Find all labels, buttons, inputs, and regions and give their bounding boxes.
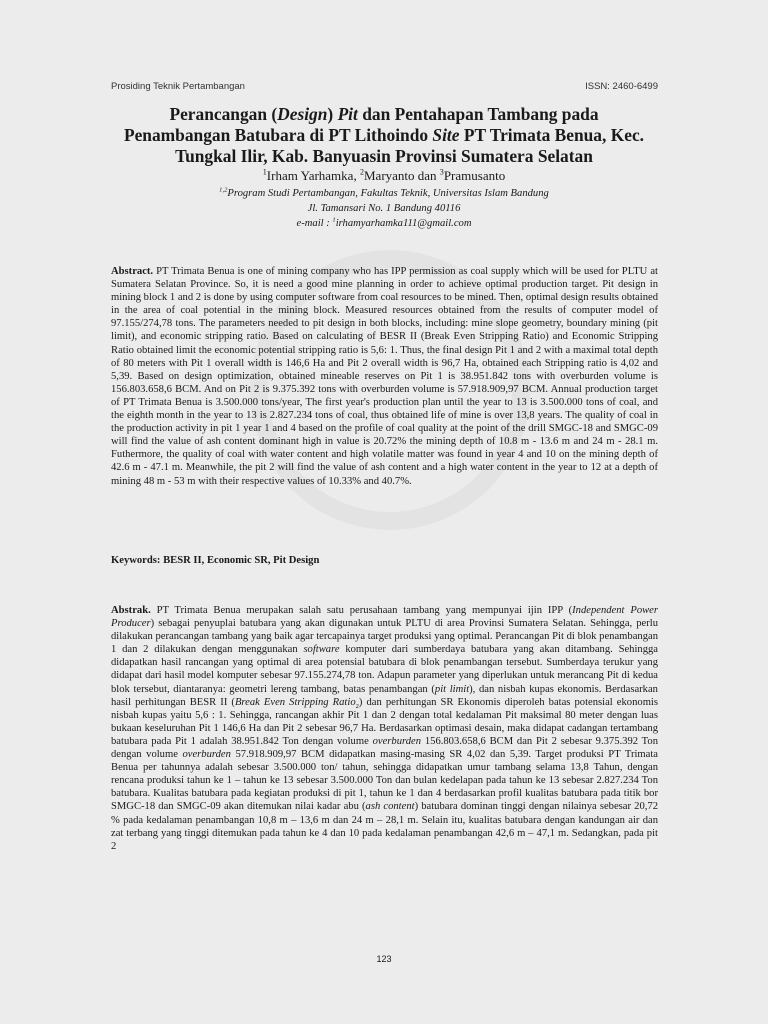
keywords: Keywords: BESR II, Economic SR, Pit Design xyxy=(111,555,320,566)
affiliation xyxy=(0,186,768,231)
abstract-indonesian: Abstrak. PT Trimata Benua merupakan salah satu perusahaan tambang yang mempunyai ijin IPP (Independent Power Producer) sebagai penyuplai batubara yang akan digunakan untuk PLTU di area Provinsi Sumatera Selatan. Sehingga, perlu dilakukan perancangan tambang yang baik agar tercapainya target produksi yang optimal. Perancangan Pit di blok penambangan 1 dan 2 dilakukan dengan menggunakan software komputer dari sumberdaya batubara yang akan ditambang. Sehingga didapatkan hasil rancangan yang optimal di area potensial batubara di blok penambangan tersebut. Sumberdaya terukur yang didapat dari hasil model komputer sebesar 97.155.274,78 ton. Adapun parameter yang diperlukan untuk merancang Pit di kedua blok tersebut, diantaranya: geometri lereng tambang, batas penambangan (pit limit), dan nisbah kupas ekonomis. Berdasarkan hasil perhitungan BESR II (Break Even Stripping Ratio$_2$) dan perhitungan SR Ekonomis diperoleh batas potensial ekonomis nisbah kupas yaitu 5,6 : 1. Sehingga, rancangan akhir Pit 1 dan 2 dengan total kedalaman Pit maksimal 80 meter dengan luas bukaan keseluruhan Pit 1 146,6 Ha dan Pit 2 sebesar 96,7 Ha. Berdasarkan optimasi desain, maka didapat cadangan tertambang batubara pada Pit 1 adalah 38.951.842 Ton dengan volume overburden 156.803.658,6 BCM dan Pit 2 sebesar 9.375.392 Ton dengan volume overburden 57.918.909,97 BCM didapatkan masing-masing SR 4,02 dan 5,39. Target produksi PT Trimata Benua per tahunnya adalah sebesar 3.500.000 ton/ tahun, sehingga didapatkan umur tambang selama 13,8 Tahun, dengan rencana produksi tahun ke 1 – tahun ke 13 sebesar 3.500.000 Ton dan bulan kedelapan pada tahun ke 13 sebesar 2.827.234 Ton batubara. Kualitas batubara pada kegiatan produksi di pit 1, tahun ke 1 dan 4 berdasarkan profil kualitas batubara pada titik bor SMGC-18 dan SMGC-09 akan ditemukan nilai kadar abu (ash content) batubara dominan tinggi dengan nilainya sebesar 20,72 % pada kedalaman penambangan 10,8 m – 13,6 m dan 24 m – 28,1 m. Selain itu, kualitas batubara dengan kandungan air dan zat terbang yang tinggi ditemukan pada tahun ke 4 dan 10 pada kedalaman penambangan 42,6 m – 47,1 m. Sedangkan, pada pit 2 xyxy=(111,605,659,852)
running-header xyxy=(111,81,658,92)
abstract-text: PT Trimata Benua is one of mining company who has IPP permission as coal supply which will be used for PLTU at Sumatera Selatan Province. So, it is need a good mine planning in order to achieve optimal production target. Pit design in mining block 1 and 2 is done by using computer software from coal resources to be mined. Then, optimal design results obtained in the area of coal potential in the mining block. Measured resources obtained from the results of computer model of 97.155/274,78 tons. The parameters needed to pit design in both blocks, including: mine slope geometry, boundary mining (pit limit), and economic stripping ratio. Based on calculating of BESR II (Break Even Stripping Ratio) and Economic Stripping Ratio obtained limit the economic potential stripping ratio is 5,6: 1. Thus, the final design Pit 1 and 2 with a maximal total depth of 80 meters with Pit 1 overall width is 146,6 Ha and Pit 2 overall width is 96,7 Ha, obtained each Stripping ratio is 4,02 and 5,39. Based on design optimization, obtained mineable reserves on Pit 1 is 38.951.842 tons with overburden volume is 156.803.658,6 BCM. And on Pit 2 is 9.375.392 tons with overburden volume is 57.918.909,97 BCM. Annual production target of PT Trimata Benua is 3.500.000 tons/year, The first year's production plan until the year to 13 is 3.500.000 tons of coal, and the eighth month in the year to 13 is 2.827.234 tons of coal, thus obtained life of mine is over 13,8 years. The quality of coal in the production activity in pit 1 year 1 and 4 based on the profile of coal quality at the point of the drill SMGC-18 and SMGC-09 will find the value of ash content dominant high in value is 20.72% the mining depth of 10.8 m - 13.6 m and 24 m - 28.1 m. Futhermore, the quality of coal with water content and high volatile matter was found in year 4 and 10 on the mining depth of 42.6 m - 47.1 m. Meanwhile, the pit 2 will find the value of ash content and a high water content in the year to 12 at a depth of mining 48 m - 53 m with their respective values of 10.33% and 40.7%. xyxy=(111,266,658,487)
authors: $^1$Irham Yarhamka, $^2$Maryanto dan $^3$Pramusanto xyxy=(262,167,506,183)
institution: $^{1,2}$Program Studi Pertambangan, Fakultas Teknik, Universitas Islam Bandung xyxy=(219,186,549,199)
issn: ISSN: 2460-6499 xyxy=(585,81,658,92)
paper-title xyxy=(90,104,678,167)
title-line-2: Penambangan Batubara di PT Lithoindo Site PT Trimata Benua, Kec. xyxy=(123,125,645,145)
title-line-1: Perancangan (Design) Pit dan Pentahapan Tambang pada xyxy=(169,104,599,124)
abstract-label: Abstract. xyxy=(111,266,154,277)
abstrak-label: Abstrak. xyxy=(111,605,151,616)
title-line-3: Tungkal Ilir, Kab. Banyuasin Provinsi Sumatera Selatan xyxy=(175,146,593,166)
journal-name: Prosiding Teknik Pertambangan xyxy=(111,81,245,92)
abstract-english xyxy=(111,265,658,488)
email: e-mail : $^1$irhamyarhamka111@gmail.com xyxy=(296,216,472,229)
page-number: 123 xyxy=(376,954,392,964)
address: Jl. Tamansari No. 1 Bandung 40116 xyxy=(307,203,461,214)
